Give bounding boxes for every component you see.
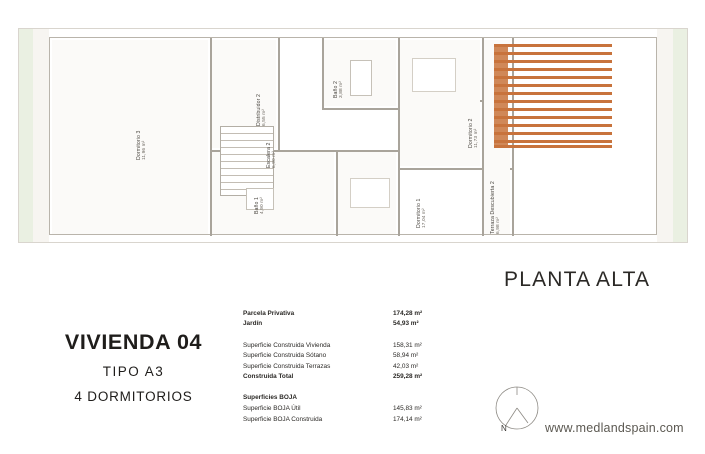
room-area: 17,04 m² (422, 208, 428, 228)
spec-value: 42,03 m² (393, 362, 419, 370)
bed-furniture (412, 58, 456, 92)
room-fill-dormitorio-3 (52, 40, 208, 234)
room-label-escalera-2 (266, 142, 279, 168)
spacer (243, 331, 473, 342)
garden-strip-left (19, 29, 33, 242)
spec-label: Construida Total (243, 372, 294, 380)
pergola-terrace (494, 44, 612, 148)
room-area: 4,90 m² (260, 197, 266, 214)
unit-bedrooms: 4 DORMITORIOS (74, 389, 193, 404)
spec-row (243, 416, 473, 426)
spec-value: 174,28 m² (393, 310, 423, 317)
room-area: 6,98 m² (496, 217, 502, 234)
page-title: PLANTA ALTA (504, 268, 651, 291)
room-name: Terraza Descubierta 2 (490, 181, 496, 234)
room-name: Escalera 2 (266, 142, 272, 168)
room-area: 3,88 m² (339, 81, 345, 98)
paving-strip-left (33, 29, 49, 242)
room-label-dormitorio-2 (468, 119, 481, 148)
spec-label: Superficie BOJA Construida (243, 415, 323, 423)
interior-wall (322, 108, 398, 110)
interior-wall (278, 38, 280, 150)
spec-row (243, 363, 473, 373)
room-area: 6,90 m² (272, 151, 278, 168)
unit-title: VIVIENDA 04 (64, 330, 203, 354)
unit-info (46, 330, 221, 404)
unit-type: TIPO A3 (102, 364, 165, 379)
spec-row (243, 342, 473, 352)
spec-value: 145,83 m² (393, 405, 422, 413)
room-name: Baño 1 (254, 196, 260, 214)
room-label-dormitorio-1 (416, 199, 429, 228)
spec-label: Superficie Construida Sótano (243, 352, 327, 360)
room-name: Distribuidor 2 (256, 94, 262, 126)
paving-strip-right (657, 29, 673, 242)
spec-row (243, 320, 473, 330)
spacer (243, 383, 473, 394)
room-name: Dormitorio 1 (416, 198, 422, 228)
bed-furniture (350, 178, 390, 208)
room-label-terraza-descubierta-2 (490, 181, 503, 234)
spec-label: Superficie Construida Terrazas (243, 362, 331, 370)
room-label-bano-2 (333, 81, 346, 98)
spec-value: 54,93 m² (393, 320, 419, 328)
spec-row (243, 405, 473, 415)
spec-row (243, 310, 473, 320)
garden-strip-right (673, 29, 687, 242)
spec-group-header: Superficies BOJA (243, 394, 297, 402)
room-name: Baño 2 (333, 80, 339, 98)
website-url: www.medlandspain.com (545, 421, 684, 435)
floorplan-drawing (18, 28, 688, 243)
spec-value: 158,31 m² (393, 341, 422, 349)
specifications-table (243, 310, 473, 426)
compass-north-label: N (501, 424, 507, 433)
spec-row (243, 352, 473, 362)
spec-label: Parcela Privativa (243, 310, 295, 317)
spec-value: 58,94 m² (393, 352, 419, 360)
bath-fixture (350, 60, 372, 96)
spec-value: 174,14 m² (393, 415, 422, 423)
room-area: 6,55 m² (262, 109, 268, 126)
spec-value: 259,28 m² (393, 372, 423, 380)
room-label-dormitorio-3 (136, 131, 149, 160)
spec-label: Superficie BOJA Útil (243, 405, 301, 413)
spec-label: Jardín (243, 320, 263, 328)
spec-row (243, 373, 473, 383)
room-name: Dormitorio 2 (468, 118, 474, 148)
room-area: 11,73 m² (474, 128, 480, 148)
room-label-distribuidor-2 (256, 94, 269, 126)
room-label-bano-1 (254, 197, 267, 214)
spec-label: Superficie Construida Vivienda (243, 341, 331, 349)
room-area: 11,96 m² (142, 140, 148, 160)
room-name: Dormitorio 3 (136, 130, 142, 160)
